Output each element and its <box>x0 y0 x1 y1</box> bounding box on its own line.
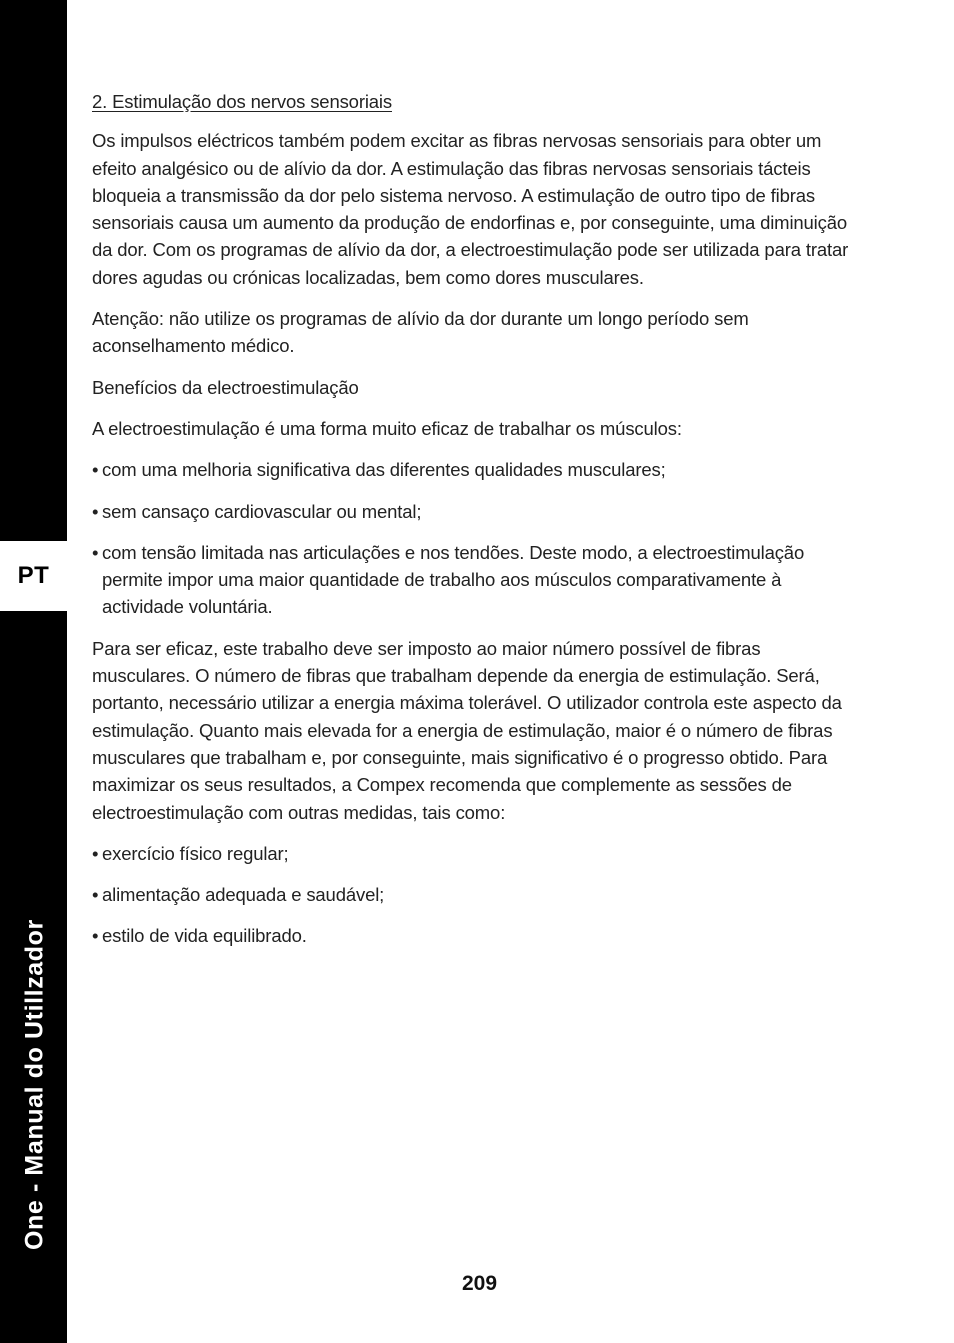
list-item <box>92 539 857 621</box>
benefits-intro: A electroestimulação é uma forma muito eficaz de trabalhar os músculos: <box>92 417 682 439</box>
list-item-text: sem cansaço cardiovascular ou mental; <box>102 500 422 522</box>
manual-title: One - Manual do Utillzador <box>20 919 49 1250</box>
warning-paragraph: Atenção: não utilize os programas de alívio da dor durante um longo período sem aconselhamento médico. <box>92 308 749 357</box>
bullet-symbol: • <box>92 500 99 522</box>
language-tab-label: PT <box>17 562 50 589</box>
list-item-text: com uma melhoria significativa das diferentes qualidades musculares; <box>102 459 666 481</box>
bullet-symbol: • <box>92 842 99 864</box>
list-item <box>92 840 857 867</box>
list-item <box>92 922 857 949</box>
list-item-text: exercício físico regular; <box>102 842 289 864</box>
bullet-symbol: • <box>92 884 99 906</box>
list-item <box>92 498 857 525</box>
benefits-heading: Benefícios da electroestimulação <box>92 376 359 398</box>
bullet-symbol: • <box>92 459 99 481</box>
paragraph-efficacy: Para ser eficaz, este trabalho deve ser imposto ao maior número possível de fibras musculares. O número de fibras que trabalham depende da energia de estimulação. Será, portanto, necessário utilizar a energia máxima tolerável. O utilizador controla este aspecto da estimulação. Quanto mais elevada for a energia de estimulação, maior é o número de fibras musculares que trabalham e, por conseguinte, mais significativo é o progresso obtido. Para maximizar os seus resultados, a Compex recomenda que complemente as sessões de electroestimulação com outras medidas, tais como: <box>92 637 842 823</box>
list-item <box>92 456 857 483</box>
section-heading: 2. Estimulação dos nervos sensoriais <box>92 91 392 112</box>
page-number: 209 <box>461 1272 498 1295</box>
list-item <box>92 881 857 908</box>
bullet-symbol: • <box>92 925 99 947</box>
bullet-symbol: • <box>92 541 99 563</box>
list-item-text: alimentação adequada e saudável; <box>102 884 385 906</box>
sidebar <box>0 0 67 1343</box>
paragraph-sensory-nerves: Os impulsos eléctricos também podem excitar as fibras nervosas sensoriais para obter um efeito analgésico ou de alívio da dor. A estimulação das fibras nervosas sensoriais tácteis bloqueia a transmissão da dor pelo sistema nervoso. A estimulação de outro tipo de fibras sensoriais causa um aumento da produção de endorfinas e, por conseguinte, uma diminuição da dor. Com os programas de alívio da dor, a electroestimulação pode ser utilizada para tratar dores agudas ou crónicas localizadas, bem como dores musculares. <box>92 130 849 288</box>
page-content <box>92 88 857 964</box>
list-item-text: com tensão limitada nas articulações e nos tendões. Deste modo, a electroestimulação permite impor uma maior quantidade de trabalho aos músculos comparativamente à actividade voluntária. <box>102 541 805 618</box>
list-item-text: estilo de vida equilibrado. <box>102 925 307 947</box>
language-tab <box>0 541 67 611</box>
